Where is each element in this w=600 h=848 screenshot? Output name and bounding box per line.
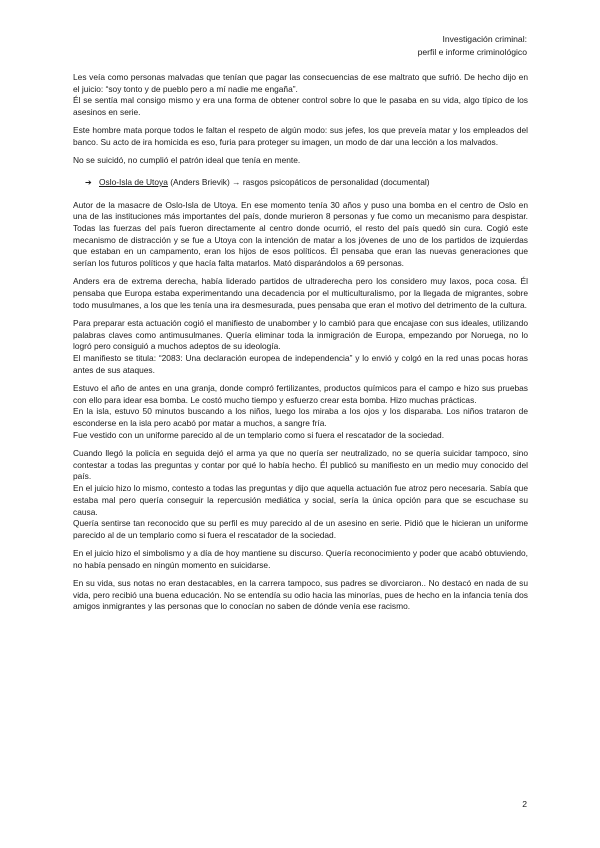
page-number: 2 xyxy=(522,799,527,809)
paragraph: Quería sentirse tan reconocido que su perfil es muy parecido al de un asesino en serie. Pidió que le hicieran un uniforme parecido al de un templario como si fuera el rescatador de la sociedad. xyxy=(73,518,528,540)
heading-text: (Anders Brievik) → rasgos psicopáticos de personalidad (documental) xyxy=(167,176,430,187)
paragraph: Estuvo el año de antes en una granja, donde compró fertilizantes, productos químicos para el campo e hizo sus pruebas con ello para idear esa bomba. Le costó mucho tiempo y esfuerzo crear esta bomba. Hizo muchas prácticas. xyxy=(73,382,528,405)
paragraph: Para preparar esta actuación cogió el manifiesto de unabomber y lo cambió para que encajase con sus ideales, utilizando palabras claves como antimusulmanes. Quería eliminar toda la inmigración de Europa, empezando por Noruega, no lo logró pero consiguió a muchos adeptos de su ideología. xyxy=(73,317,528,352)
header-subtitle: perfil e informe criminológico xyxy=(417,46,527,57)
paragraph: En el juicio hizo el simbolismo y a día de hoy mantiene su discurso. Quería reconocimiento y poder que acabó obtuviendo, no había pensado en ningún momento en suicidarse. xyxy=(73,548,528,570)
header-title: Investigación criminal: xyxy=(442,34,527,44)
page-header xyxy=(418,33,527,58)
arrow-bullet-icon: ➔ xyxy=(85,177,92,187)
paragraph: Fue vestido con un uniforme parecido al de un templario como si fuera el rescatador de la sociedad. xyxy=(73,429,445,440)
paragraph: Les veía como personas malvadas que tenían que pagar las consecuencias de ese maltrato que sufrió. De hecho dijo en el juicio: “soy tonto y de pueblo pero a mí nadie me engaña”. xyxy=(73,72,528,94)
paragraph: Anders era de extrema derecha, había liderado partidos de ultraderecha pero los considero muy laxos, poca cosa. Él pensaba que Europa estaba experimentando una decadencia por el multiculturalismo, por la llegada de migrantes, sobre todo musulmanes, a los que les tenía una ira desmesurada, pues pensaba que eran el motivo del detrimento de la cultura. xyxy=(73,276,528,310)
document-body xyxy=(73,72,528,613)
paragraph: El manifiesto se titula: “2083: Una declaración europea de independencia” y lo envió y colgó en la red unas pocas horas antes de sus ataques. xyxy=(73,353,528,375)
section-heading xyxy=(85,177,528,189)
paragraph: Autor de la masacre de Oslo-Isla de Utoya. En ese momento tenía 30 años y puso una bomba en el centro de Oslo en una de las instituciones más importantes del país, donde murieron 8 personas y fue como un mecanismo para despistar. Todas las fuerzas del país fueron directamente al centro donde ocurrió, el resto del país quedó sin cura. Cogió este mecanismo de distracción y se fue a Utoya con la intención de matar a los jóvenes de uno de los partidos de izquierdas que estaban en un campamento, eran los hijos de esos políticos. Él pensaba que eran las nuevas generaciones que serían los futuros políticos y que hacía falta matarlos. Mató disparándolos a 69 personas. xyxy=(73,199,528,269)
paragraph: En la isla, estuvo 50 minutos buscando a los niños, luego los miraba a los ojos y los disparaba. Los niños trataron de esconderse en la isla pero acabó por matar a muchos, a sangre fría. xyxy=(73,406,528,429)
paragraph: No se suicidó, no cumplió el patrón ideal que tenía en mente. xyxy=(73,155,301,166)
paragraph: Cuando llegó la policía en seguida dejó el arma ya que no quería ser neutralizado, no se quería suicidar tampoco, sino contestar a todas las preguntas y contar por qué lo había hecho. Él publicó su manifiesto en un medio muy conocido del país. xyxy=(73,447,528,482)
paragraph: Él se sentía mal consigo mismo y era una forma de obtener control sobre lo que le pasaba en su vida, algo típico de los asesinos en serie. xyxy=(73,95,528,118)
paragraph: En su vida, sus notas no eran destacables, en la carrera tampoco, sus padres se divorciaron.. No destacó en nada de su vida, pero recibió una buena educación. No se entendía su odio hacia las minorías, pues de hecho en la infancia tenía dos amigos inmigrantes y las personas que lo conocían no saben de dónde venía ese racismo. xyxy=(73,578,528,612)
heading-link[interactable]: Oslo-Isla de Utoya xyxy=(99,176,168,187)
paragraph: En el juicio hizo lo mismo, contesto a todas las preguntas y dijo que aquella actuación fue atroz pero necesaria. Sabía que estaba mal pero quería conseguir la repercusión mediática y social, sería la única opción para que se escuchase su causa. xyxy=(73,483,528,517)
paragraph: Este hombre mata porque todos le faltan el respeto de algún modo: sus jefes, los que preveía matar y los empleados del banco. Su acto de ira homicida es eso, furia para proteger su imagen, un modo de dar una lección a los malvados. xyxy=(73,125,528,148)
